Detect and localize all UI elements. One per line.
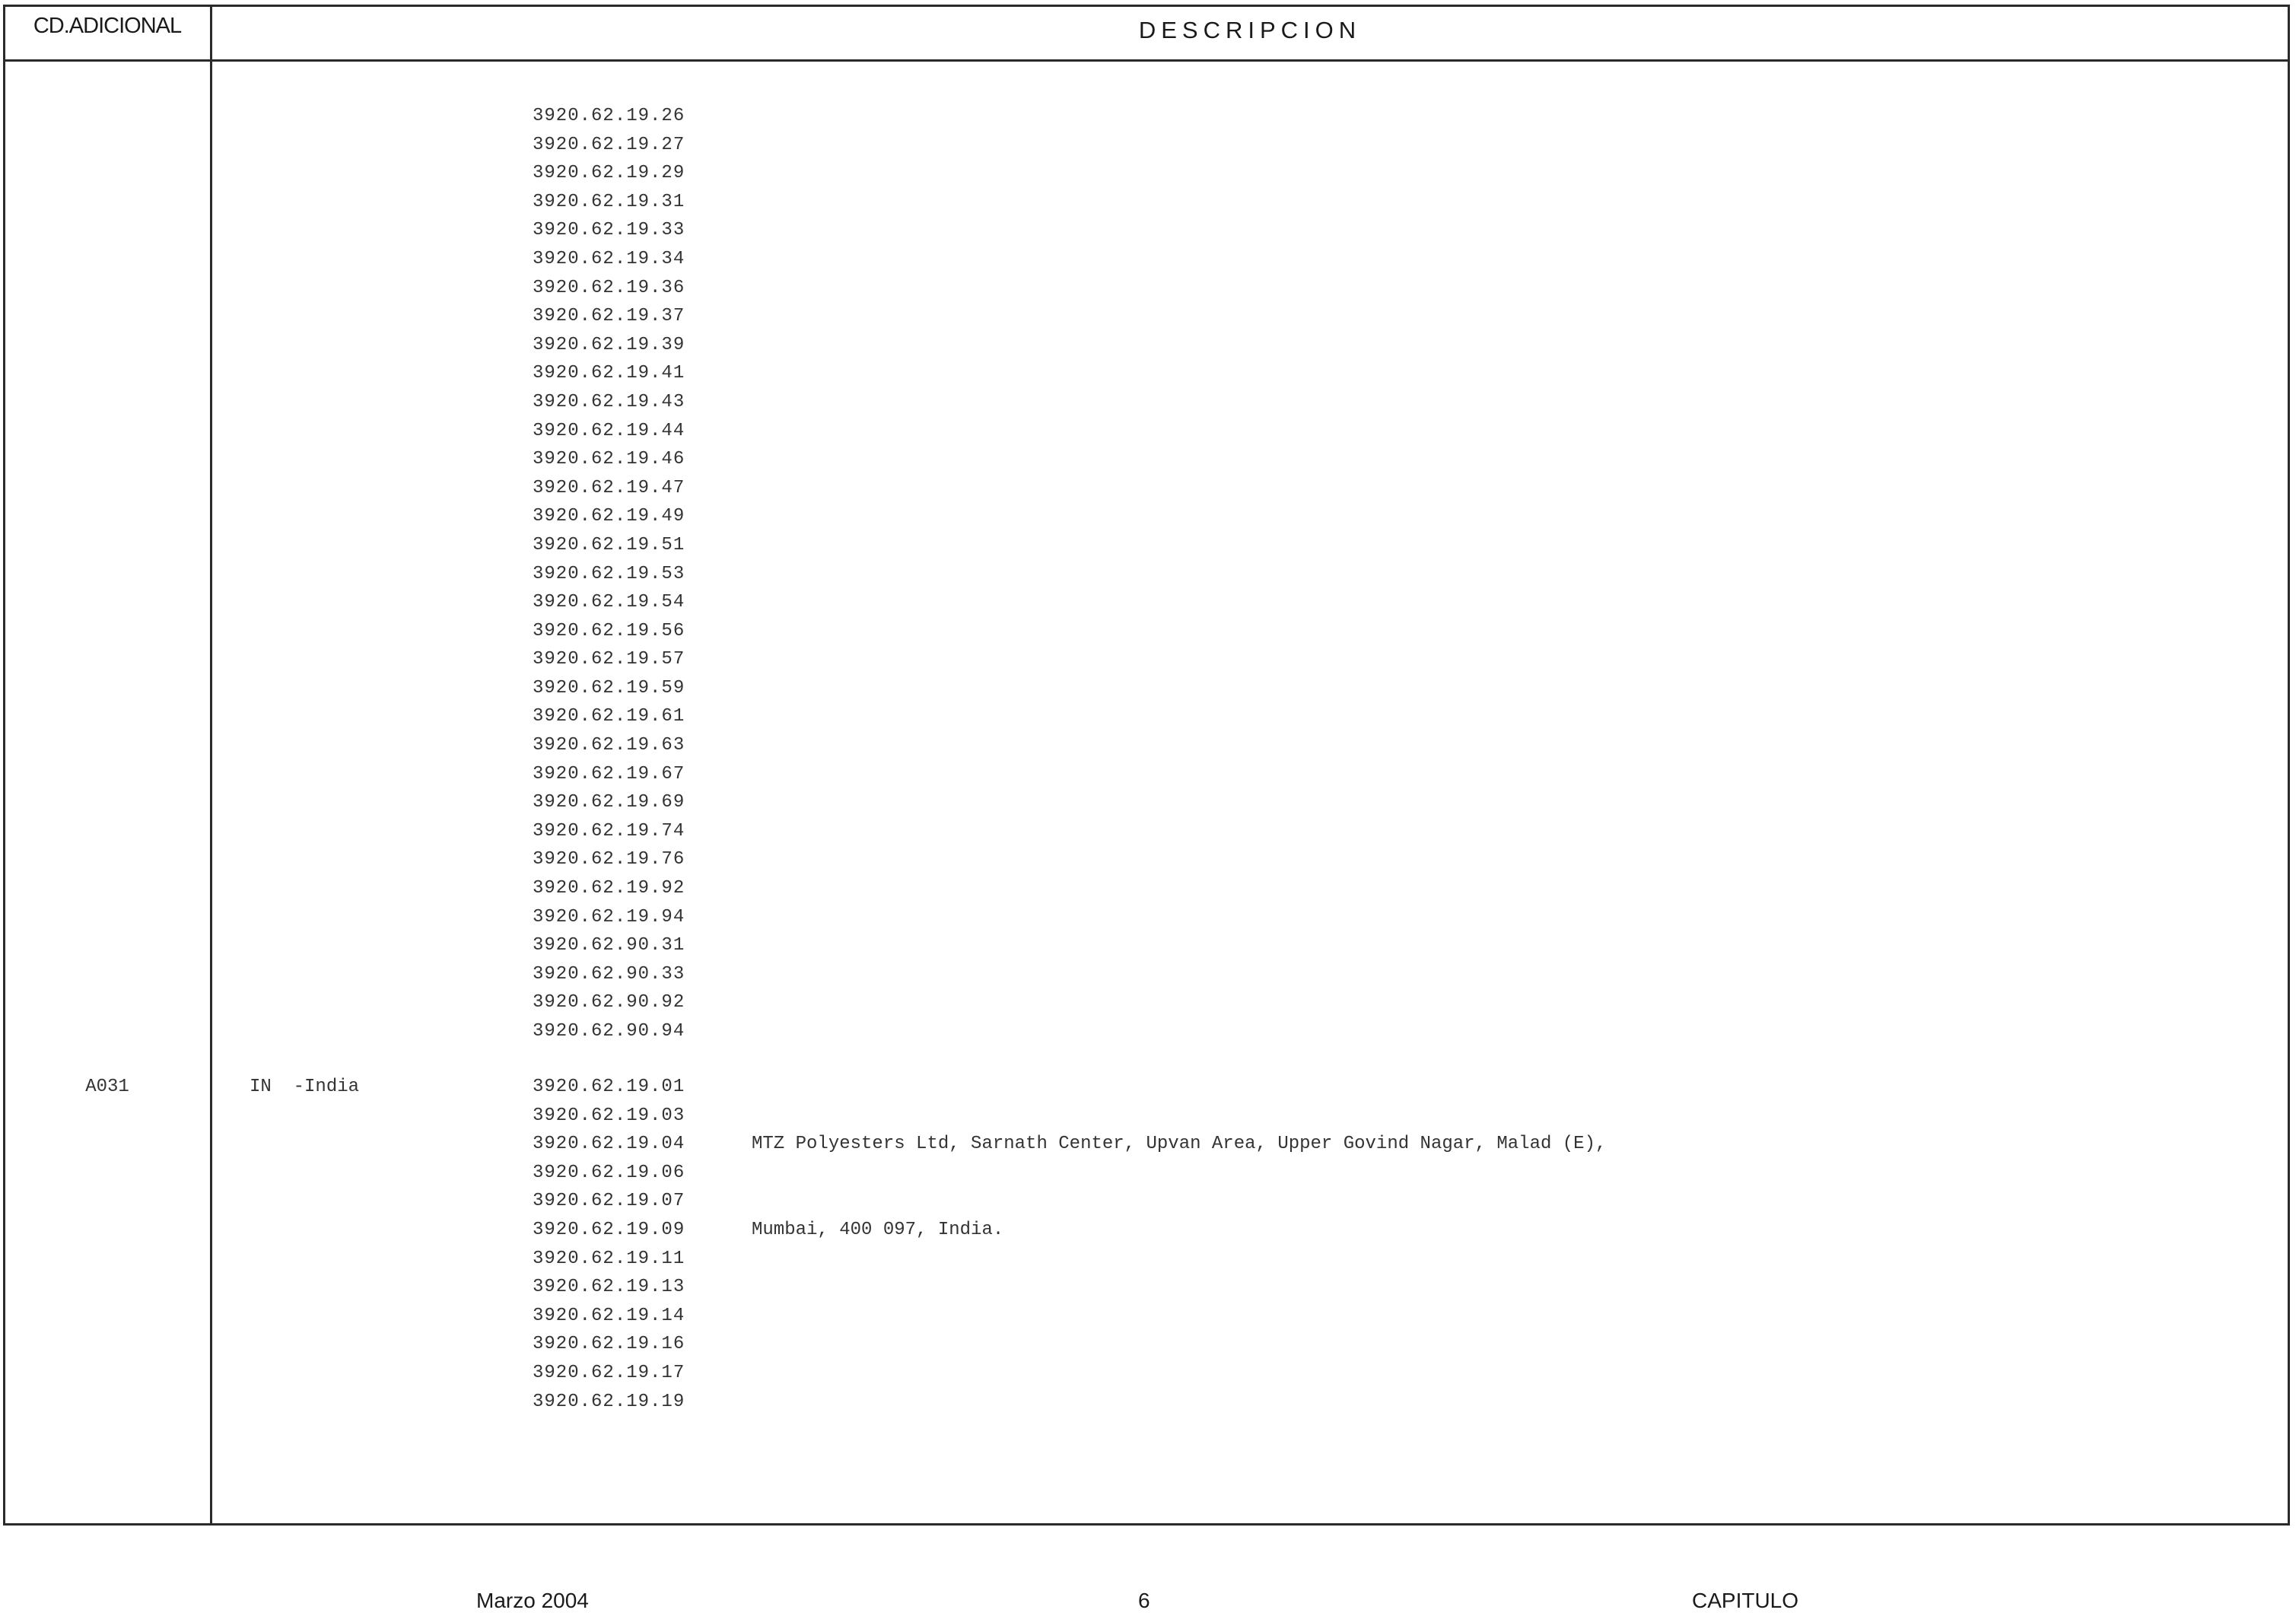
column-divider xyxy=(210,5,212,1526)
tariff-code: 3920.62.19.63 xyxy=(533,735,685,756)
column-header-code: CD.ADICIONAL xyxy=(33,14,182,38)
tariff-code: 3920.62.19.06 xyxy=(533,1162,685,1183)
tariff-code: 3920.62.90.33 xyxy=(533,963,685,985)
tariff-code: 3920.62.19.56 xyxy=(533,620,685,641)
tariff-code: 3920.62.19.29 xyxy=(533,163,685,184)
tariff-code: 3920.62.90.94 xyxy=(533,1021,685,1042)
tariff-code: 3920.62.19.11 xyxy=(533,1248,685,1269)
tariff-code: 3920.62.19.27 xyxy=(533,134,685,155)
tariff-code: 3920.62.19.19 xyxy=(533,1391,685,1412)
page-number: 6 xyxy=(1138,1589,1150,1612)
tariff-code: 3920.62.19.01 xyxy=(533,1077,685,1097)
tariff-code: 3920.62.19.26 xyxy=(533,106,685,126)
tariff-code: 3920.62.19.92 xyxy=(533,878,685,899)
tariff-code: 3920.62.90.31 xyxy=(533,935,685,956)
company-address-line: MTZ Polyesters Ltd, Sarnath Center, Upvan Area, Upper Govind Nagar, Malad (E), xyxy=(752,1134,1607,1155)
tariff-code: 3920.62.90.92 xyxy=(533,992,685,1013)
tariff-code: 3920.62.19.43 xyxy=(533,391,685,412)
tariff-code: 3920.62.19.57 xyxy=(533,649,685,670)
column-header-description: DESCRIPCION xyxy=(1138,17,1362,43)
tariff-code: 3920.62.19.76 xyxy=(533,849,685,870)
tariff-code: 3920.62.19.44 xyxy=(533,420,685,441)
tariff-code: 3920.62.19.03 xyxy=(533,1105,685,1126)
tariff-code: 3920.62.19.17 xyxy=(533,1362,685,1383)
tariff-code: 3920.62.19.31 xyxy=(533,191,685,212)
tariff-code: 3920.62.19.33 xyxy=(533,220,685,241)
tariff-code: 3920.62.19.49 xyxy=(533,506,685,527)
continued-tariff-code-list xyxy=(533,102,685,1046)
tariff-code: 3920.62.19.36 xyxy=(533,277,685,298)
tariff-code: 3920.62.19.94 xyxy=(533,906,685,927)
company-address xyxy=(752,1073,1606,1273)
tariff-code: 3920.62.19.41 xyxy=(533,363,685,384)
tariff-code: 3920.62.19.39 xyxy=(533,334,685,355)
tariff-code: 3920.62.19.46 xyxy=(533,449,685,470)
tariff-code: 3920.62.19.09 xyxy=(533,1219,685,1240)
tariff-code: 3920.62.19.47 xyxy=(533,477,685,498)
tariff-code: 3920.62.19.14 xyxy=(533,1305,685,1326)
tariff-code: 3920.62.19.59 xyxy=(533,677,685,698)
tariff-code: 3920.62.19.69 xyxy=(533,792,685,813)
header-divider xyxy=(3,59,2290,62)
tariff-code: 3920.62.19.67 xyxy=(533,763,685,784)
tariff-code: 3920.62.19.34 xyxy=(533,248,685,269)
tariff-code: 3920.62.19.61 xyxy=(533,706,685,727)
tariff-code: 3920.62.19.54 xyxy=(533,592,685,613)
footer-date: Marzo 2004 xyxy=(476,1589,589,1612)
table-frame xyxy=(3,5,2290,1526)
footer-chapter: CAPITULO xyxy=(1692,1589,1799,1612)
entry-tariff-code-list xyxy=(533,1073,685,1416)
tariff-code: 3920.62.19.13 xyxy=(533,1277,685,1298)
tariff-code: 3920.62.19.74 xyxy=(533,820,685,841)
company-address-line: Mumbai, 400 097, India. xyxy=(752,1219,1004,1240)
tariff-code: 3920.62.19.16 xyxy=(533,1334,685,1355)
tariff-code: 3920.62.19.37 xyxy=(533,306,685,327)
country-label: IN -India xyxy=(250,1077,360,1097)
tariff-code: 3920.62.19.07 xyxy=(533,1191,685,1212)
tariff-code: 3920.62.19.53 xyxy=(533,563,685,584)
additional-code: A031 xyxy=(85,1077,129,1097)
tariff-code: 3920.62.19.51 xyxy=(533,534,685,555)
tariff-code: 3920.62.19.04 xyxy=(533,1134,685,1155)
